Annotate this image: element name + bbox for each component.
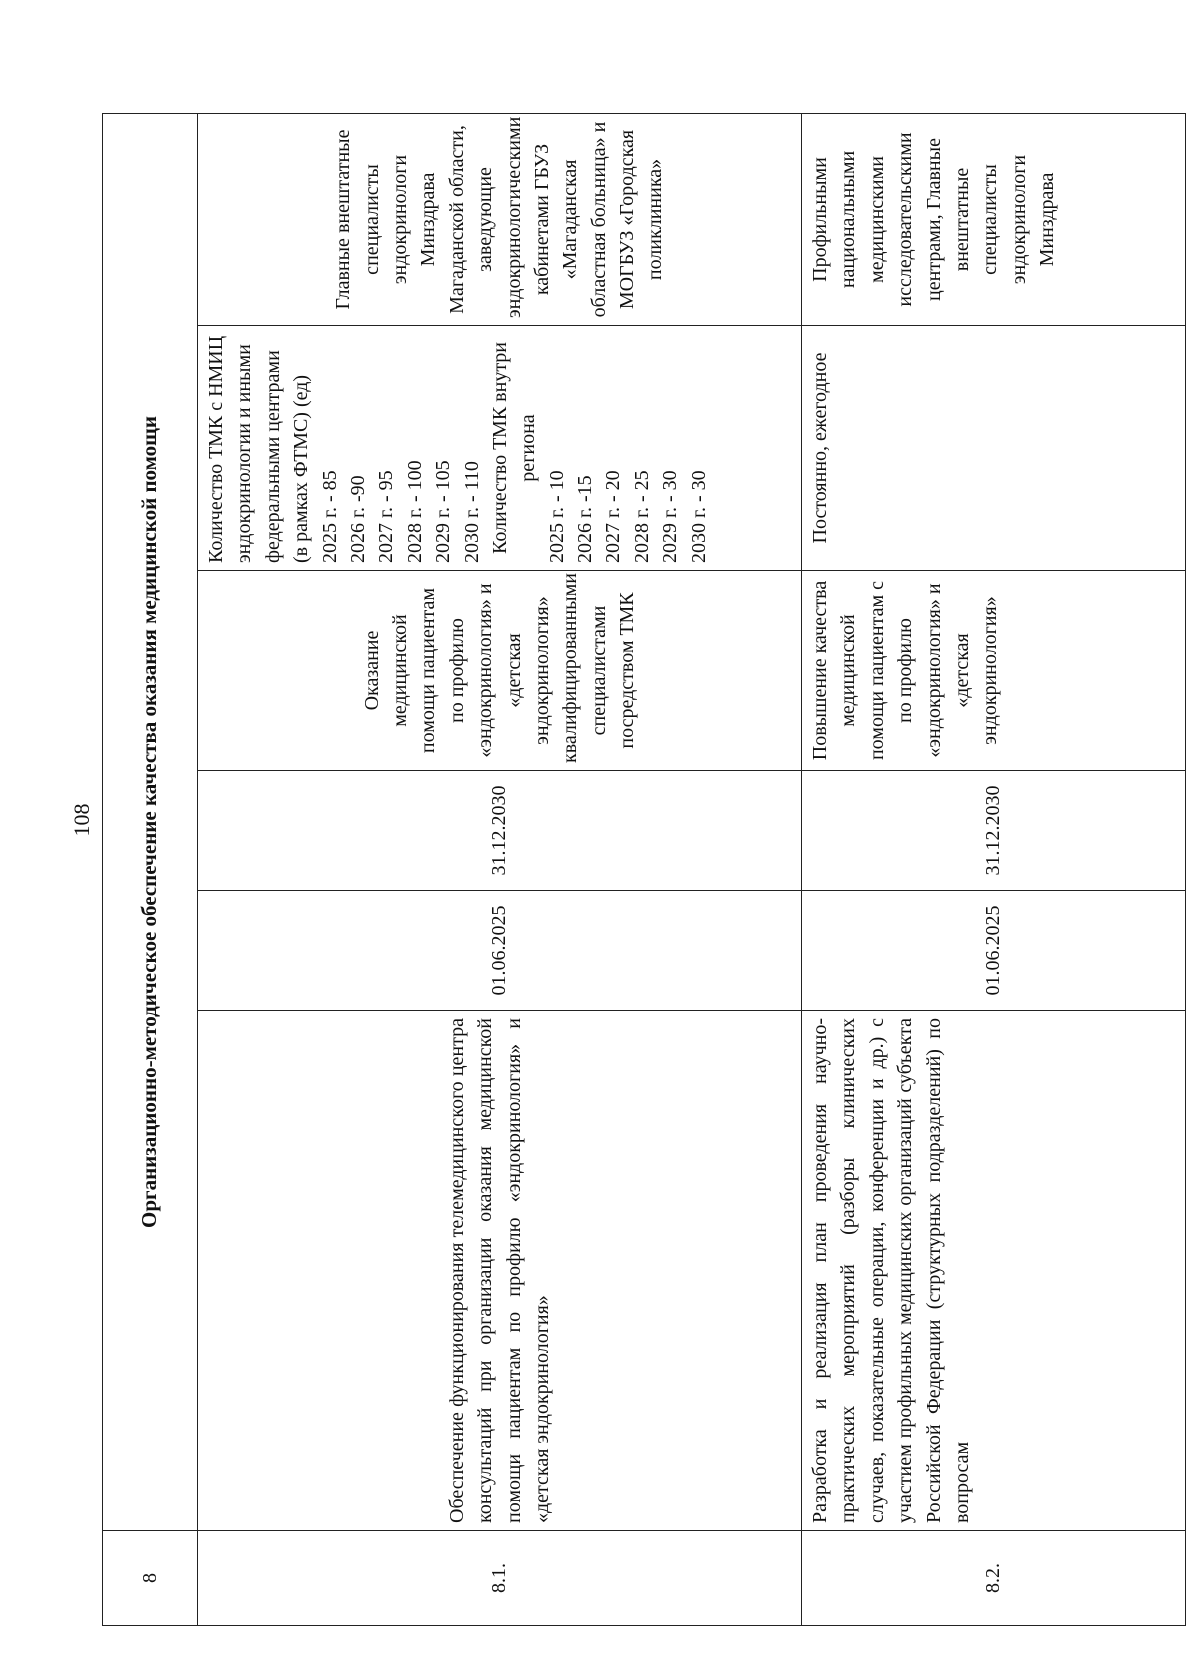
- row-result: Оказание медицинской помощи пациентам по профилю «эндокринология» и «детская эндокринология» квалифицированными специалистами посредством ТМК: [198, 571, 802, 771]
- row-result: Повышение качества медицинской помощи пациентам с по профилю «эндокринология» и «детская эндокринология»: [802, 571, 1186, 771]
- plan-table: [102, 113, 1186, 1626]
- row-number: 8.1.: [198, 1531, 802, 1626]
- row-start-date: 01.06.2025: [198, 891, 802, 1011]
- row-number: 8.2.: [802, 1531, 1186, 1626]
- indicator-value: 2028 г. - 25: [630, 470, 653, 563]
- row-indicator: Постоянно, ежегодное: [802, 326, 1186, 571]
- indicator-value: 2028 г. - 100: [403, 460, 426, 563]
- table-row: [802, 113, 1186, 1625]
- page-number: 108: [69, 803, 94, 837]
- indicator-value: 2029 г. - 30: [659, 470, 682, 563]
- indicator-value: 2026 г. -15: [574, 475, 597, 563]
- row-end-date: 31.12.2030: [198, 771, 802, 891]
- indicator-value: 2027 г. - 20: [602, 470, 625, 563]
- indicator-value: 2030 г. - 110: [460, 461, 483, 563]
- table-row: [198, 113, 802, 1625]
- indicator-value: 2025 г. - 10: [545, 470, 568, 563]
- indicator-heading: Количество ТМК с НМИЦ эндокринологии и иными федеральными центрами (в рамках ФТМС) (ед): [205, 335, 313, 563]
- row-description: Разработка и реализация план проведения научно-практических мероприятий (разборы клинических случаев, показательные операции, конференции и др.) с участием профильных медицинских организаций субъекта Российской Федерации (структурных подразделений) по вопросам: [802, 1011, 1186, 1531]
- row-responsible: Профильными национальными медицинскими исследовательскими центрами, Главные внештатные специалисты эндокринологи Минздрава: [802, 113, 1186, 325]
- section-number: 8: [103, 1531, 198, 1626]
- rotated-table-container: [102, 114, 1158, 1626]
- row-responsible: Главные внештатные специалисты эндокринологи Минздрава Магаданской области, заведующие эндокринологическими кабинетами ГБУЗ «Магаданская областная больница» и МОГБУЗ «Городская поликлиника»: [198, 113, 802, 325]
- indicator-value: 2026 г. -90: [346, 475, 369, 563]
- row-description: Обеспечение функционирования телемедицинского центра консультаций при организации оказания медицинской помощи пациентам по профилю «эндокринология» и «детская эндокринология»: [198, 1011, 802, 1531]
- indicator-value: 2027 г. - 95: [375, 470, 398, 563]
- row-indicator: [198, 326, 802, 571]
- row-start-date: 01.06.2025: [802, 891, 1186, 1011]
- indicator-value: 2029 г. - 105: [432, 460, 455, 563]
- indicator-value: 2030 г. - 30: [687, 470, 710, 563]
- indicator-heading: Количество ТМК внутри региона: [488, 341, 540, 555]
- section-title: Организационно-методическое обеспечение качества оказания медицинской помощи: [103, 113, 198, 1530]
- row-end-date: 31.12.2030: [802, 771, 1186, 891]
- section-header-row: [103, 113, 198, 1625]
- indicator-value: 2025 г. - 85: [318, 470, 341, 563]
